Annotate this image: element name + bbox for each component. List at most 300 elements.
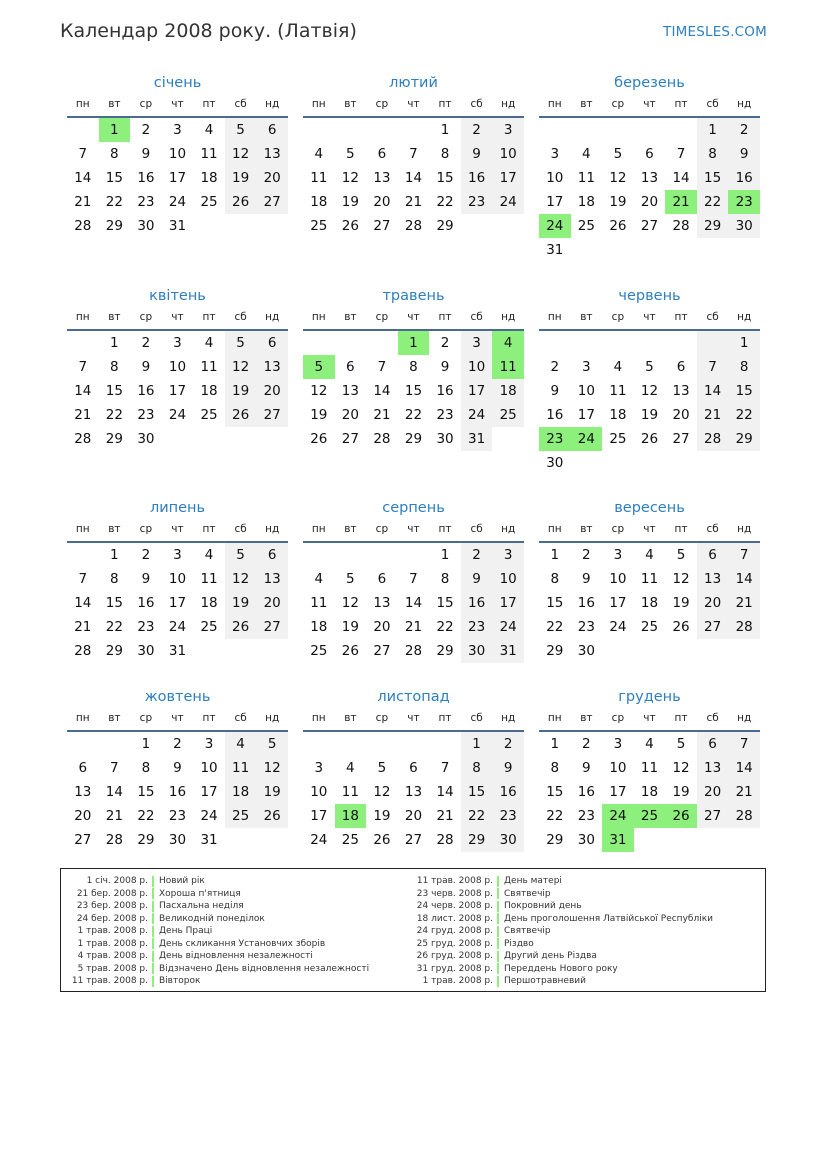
day-cell: 18 xyxy=(640,784,659,800)
day-cell: 16 xyxy=(492,780,524,804)
month-calendar xyxy=(67,497,288,663)
day-cell: 8 xyxy=(440,571,450,587)
weekday-label: ср xyxy=(375,311,389,323)
day-cell: 2 xyxy=(582,736,591,752)
day-cell: 5 xyxy=(225,543,257,567)
day-cell: 18 xyxy=(200,595,218,611)
weekday-label: пн xyxy=(311,523,326,535)
legend-marker xyxy=(152,976,154,987)
day-cell: 29 xyxy=(105,643,123,659)
weekday-header xyxy=(67,94,288,118)
day-cell: 27 xyxy=(373,218,391,234)
weekday-label: ср xyxy=(611,712,625,724)
day-cell: 4 xyxy=(346,760,355,776)
day-grid xyxy=(67,118,288,238)
empty-cell xyxy=(634,238,666,262)
day-cell: 27 xyxy=(697,804,729,828)
weekday-label: сб xyxy=(706,523,719,535)
weekday-label: пт xyxy=(674,712,688,724)
day-cell: 26 xyxy=(256,804,288,828)
weekday-header xyxy=(539,708,760,732)
empty-cell xyxy=(728,451,760,475)
day-cell: 26 xyxy=(665,804,697,828)
day-cell: 24 xyxy=(168,619,187,635)
legend-marker xyxy=(152,926,154,937)
weekday-label: вт xyxy=(344,311,357,323)
day-cell: 3 xyxy=(173,335,182,351)
weekday-label: сб xyxy=(234,98,247,110)
day-cell: 16 xyxy=(137,383,155,399)
legend-entry xyxy=(407,875,713,888)
day-cell: 29 xyxy=(546,643,564,659)
empty-cell xyxy=(602,238,634,262)
day-cell: 9 xyxy=(141,571,151,587)
day-cell: 7 xyxy=(110,760,119,776)
day-cell: 26 xyxy=(640,431,659,447)
day-cell: 22 xyxy=(697,190,729,214)
weekday-label: сб xyxy=(470,98,483,110)
day-cell: 6 xyxy=(377,571,387,587)
day-cell: 15 xyxy=(546,595,564,611)
legend-holiday-name: Другий день Різдва xyxy=(504,951,597,962)
day-cell: 8 xyxy=(550,571,560,587)
legend-marker xyxy=(152,951,154,962)
day-cell: 7 xyxy=(78,359,88,375)
day-cell: 8 xyxy=(550,760,560,776)
day-cell: 21 xyxy=(697,403,729,427)
empty-cell xyxy=(303,118,335,142)
day-cell: 27 xyxy=(672,431,690,447)
site-link[interactable]: TIMESLES.COM xyxy=(663,24,767,40)
day-cell: 6 xyxy=(676,359,686,375)
day-grid xyxy=(303,543,524,663)
month-calendar xyxy=(303,497,524,663)
day-cell: 5 xyxy=(377,760,387,776)
day-cell: 14 xyxy=(74,170,92,186)
day-cell: 6 xyxy=(645,146,654,162)
day-cell: 14 xyxy=(697,379,729,403)
day-cell: 3 xyxy=(492,543,524,567)
day-cell: 22 xyxy=(546,808,564,824)
legend-entry xyxy=(61,963,369,976)
weekday-header xyxy=(539,307,760,331)
day-cell: 25 xyxy=(634,804,666,828)
empty-cell xyxy=(665,118,697,142)
day-cell: 17 xyxy=(577,407,595,423)
legend-holiday-name: Святвечір xyxy=(504,926,551,937)
day-cell: 3 xyxy=(550,146,560,162)
day-cell: 27 xyxy=(404,832,423,848)
day-cell: 20 xyxy=(341,407,359,423)
day-cell: 20 xyxy=(697,591,729,615)
day-cell: 1 xyxy=(550,736,560,752)
legend-marker xyxy=(497,976,499,987)
day-cell: 11 xyxy=(640,760,659,776)
day-cell: 15 xyxy=(697,166,729,190)
day-cell: 25 xyxy=(640,619,659,635)
day-cell: 26 xyxy=(672,619,690,635)
legend-entry xyxy=(61,888,369,901)
empty-cell xyxy=(697,639,729,663)
day-cell: 9 xyxy=(141,146,151,162)
month-name: липень xyxy=(149,500,206,516)
weekday-header xyxy=(67,519,288,543)
day-cell: 20 xyxy=(640,194,659,210)
day-cell: 12 xyxy=(672,571,690,587)
legend-marker xyxy=(497,951,499,962)
day-cell: 17 xyxy=(168,595,187,611)
legend-holiday-name: Вівторок xyxy=(159,976,201,987)
day-cell: 12 xyxy=(225,567,257,591)
day-cell: 17 xyxy=(546,194,564,210)
weekday-label: ср xyxy=(375,523,389,535)
day-cell: 14 xyxy=(74,595,92,611)
day-cell: 10 xyxy=(577,383,595,399)
day-cell: 29 xyxy=(461,828,493,852)
legend-entry xyxy=(61,925,369,938)
day-cell: 21 xyxy=(404,194,423,210)
empty-cell xyxy=(665,451,697,475)
empty-cell xyxy=(697,331,729,355)
weekday-label: пт xyxy=(202,311,216,323)
legend-entry xyxy=(61,875,369,888)
weekday-label: чт xyxy=(407,523,420,535)
legend-date: 24 груд. 2008 р. xyxy=(416,926,493,937)
legend-marker xyxy=(152,876,154,887)
weekday-label: чт xyxy=(171,523,184,535)
day-cell: 25 xyxy=(310,218,328,234)
day-cell: 11 xyxy=(200,359,218,375)
legend-entry xyxy=(407,975,713,988)
day-cell: 24 xyxy=(539,214,571,238)
day-cell: 11 xyxy=(640,571,659,587)
empty-cell xyxy=(256,427,288,451)
day-cell: 24 xyxy=(571,427,603,451)
empty-cell xyxy=(602,451,634,475)
day-cell: 11 xyxy=(225,756,257,780)
legend-entry xyxy=(407,888,713,901)
day-cell: 23 xyxy=(577,808,595,824)
day-cell: 15 xyxy=(436,170,454,186)
day-cell: 19 xyxy=(310,407,328,423)
empty-cell xyxy=(256,828,288,852)
day-cell: 8 xyxy=(461,756,493,780)
day-cell: 15 xyxy=(461,780,493,804)
weekday-label: вт xyxy=(580,311,593,323)
legend-date: 23 бер. 2008 р. xyxy=(76,901,148,912)
day-cell: 20 xyxy=(256,379,288,403)
day-cell: 11 xyxy=(609,383,627,399)
legend-marker xyxy=(497,913,499,924)
day-cell: 13 xyxy=(256,142,288,166)
legend-holiday-name: День матері xyxy=(504,876,562,887)
month-name: травень xyxy=(382,288,445,304)
empty-cell xyxy=(335,732,367,756)
day-cell: 4 xyxy=(204,335,214,351)
day-cell: 21 xyxy=(728,780,760,804)
weekday-label: пт xyxy=(202,98,216,110)
weekday-label: нд xyxy=(501,523,516,535)
day-cell: 6 xyxy=(409,760,418,776)
day-cell: 14 xyxy=(74,383,92,399)
day-cell: 30 xyxy=(168,832,187,848)
day-cell: 10 xyxy=(168,571,187,587)
day-cell: 18 xyxy=(225,780,257,804)
day-cell: 20 xyxy=(672,407,690,423)
weekday-label: пн xyxy=(75,98,90,110)
weekday-label: пт xyxy=(202,712,216,724)
day-cell: 17 xyxy=(461,379,493,403)
day-cell: 8 xyxy=(110,571,119,587)
weekday-label: нд xyxy=(265,311,280,323)
day-grid xyxy=(67,732,288,852)
day-cell: 22 xyxy=(105,194,123,210)
empty-cell xyxy=(67,118,99,142)
weekday-label: вт xyxy=(108,712,121,724)
day-cell: 9 xyxy=(461,567,493,591)
empty-cell xyxy=(539,331,571,355)
day-grid xyxy=(67,331,288,451)
legend-holiday-name: День відновлення незалежності xyxy=(159,951,313,962)
day-cell: 15 xyxy=(105,383,123,399)
legend-holiday-name: Переддень Нового року xyxy=(504,963,618,974)
weekday-label: ср xyxy=(139,523,153,535)
day-cell: 18 xyxy=(640,595,659,611)
day-cell: 1 xyxy=(141,736,151,752)
month-calendar xyxy=(303,285,524,451)
empty-cell xyxy=(225,639,257,663)
empty-cell xyxy=(571,451,603,475)
day-cell: 28 xyxy=(74,643,92,659)
empty-cell xyxy=(225,214,257,238)
day-cell: 23 xyxy=(137,194,155,210)
legend-holiday-name: Новий рік xyxy=(159,876,205,887)
month-calendar xyxy=(67,72,288,238)
day-cell: 5 xyxy=(225,118,257,142)
weekday-label: пн xyxy=(75,712,90,724)
weekday-header xyxy=(303,519,524,543)
legend-entry xyxy=(407,963,713,976)
day-cell: 15 xyxy=(105,595,123,611)
empty-cell xyxy=(492,214,524,238)
day-cell: 12 xyxy=(640,383,659,399)
weekday-label: пн xyxy=(547,712,562,724)
month-calendar xyxy=(539,285,760,475)
weekday-label: чт xyxy=(407,98,420,110)
weekday-label: вт xyxy=(344,712,357,724)
day-cell: 26 xyxy=(609,218,627,234)
day-cell: 24 xyxy=(200,808,218,824)
day-cell: 7 xyxy=(78,146,88,162)
empty-cell xyxy=(571,238,603,262)
empty-cell xyxy=(225,828,257,852)
empty-cell xyxy=(634,451,666,475)
day-cell: 2 xyxy=(141,122,151,138)
day-cell: 7 xyxy=(676,146,686,162)
empty-cell xyxy=(665,828,697,852)
day-cell: 3 xyxy=(492,118,524,142)
day-cell: 26 xyxy=(225,615,257,639)
day-cell: 14 xyxy=(373,383,391,399)
month-name: березень xyxy=(614,75,685,91)
day-cell: 16 xyxy=(137,595,155,611)
day-cell: 26 xyxy=(341,218,359,234)
day-cell: 22 xyxy=(728,403,760,427)
day-cell: 14 xyxy=(436,784,454,800)
legend-holiday-name: Відзначено День відновлення незалежності xyxy=(159,963,370,974)
day-cell: 17 xyxy=(492,166,524,190)
day-cell: 4 xyxy=(204,122,214,138)
weekday-label: пт xyxy=(674,311,688,323)
day-cell: 2 xyxy=(728,118,760,142)
empty-cell xyxy=(429,732,461,756)
weekday-label: сб xyxy=(470,712,483,724)
day-cell: 18 xyxy=(310,619,328,635)
empty-cell xyxy=(67,331,99,355)
day-cell: 29 xyxy=(137,832,155,848)
weekday-label: нд xyxy=(265,712,280,724)
day-cell: 16 xyxy=(546,407,564,423)
day-cell: 18 xyxy=(200,383,218,399)
weekday-label: нд xyxy=(737,98,752,110)
day-cell: 12 xyxy=(225,142,257,166)
day-cell: 13 xyxy=(697,756,729,780)
day-cell: 7 xyxy=(697,355,729,379)
day-cell: 7 xyxy=(440,760,450,776)
day-cell: 11 xyxy=(492,355,524,379)
day-cell: 31 xyxy=(168,218,187,234)
legend-date: 21 бер. 2008 р. xyxy=(76,888,148,899)
day-cell: 15 xyxy=(137,784,155,800)
weekday-label: сб xyxy=(470,523,483,535)
day-grid xyxy=(539,732,760,852)
day-cell: 8 xyxy=(728,355,760,379)
day-cell: 13 xyxy=(256,567,288,591)
empty-cell xyxy=(602,639,634,663)
day-cell: 1 xyxy=(110,335,119,351)
legend-date: 26 груд. 2008 р. xyxy=(416,951,493,962)
weekday-label: ср xyxy=(611,98,625,110)
day-cell: 5 xyxy=(346,146,355,162)
day-cell: 20 xyxy=(373,194,391,210)
day-cell: 24 xyxy=(492,615,524,639)
day-cell: 11 xyxy=(200,146,218,162)
weekday-label: сб xyxy=(706,712,719,724)
empty-cell xyxy=(67,543,99,567)
day-cell: 11 xyxy=(577,170,595,186)
weekday-label: чт xyxy=(407,311,420,323)
legend-holiday-name: Святвечір xyxy=(504,888,551,899)
day-cell: 31 xyxy=(200,832,218,848)
day-cell: 4 xyxy=(314,146,324,162)
page-title: Календар 2008 року. (Латвія) xyxy=(60,20,357,42)
day-cell: 18 xyxy=(310,194,328,210)
day-cell: 8 xyxy=(697,142,729,166)
day-cell: 17 xyxy=(168,383,187,399)
day-cell: 27 xyxy=(373,643,391,659)
day-cell: 29 xyxy=(105,218,123,234)
day-cell: 20 xyxy=(74,808,92,824)
weekday-label: пт xyxy=(674,98,688,110)
empty-cell xyxy=(697,238,729,262)
day-cell: 9 xyxy=(728,142,760,166)
weekday-label: вт xyxy=(580,98,593,110)
empty-cell xyxy=(571,118,603,142)
day-cell: 3 xyxy=(613,547,623,563)
day-cell: 19 xyxy=(225,379,257,403)
day-cell: 5 xyxy=(613,146,623,162)
day-cell: 4 xyxy=(204,547,214,563)
legend-entry xyxy=(61,950,369,963)
day-cell: 22 xyxy=(436,194,454,210)
day-cell: 13 xyxy=(672,383,690,399)
empty-cell xyxy=(366,732,398,756)
legend-entry xyxy=(61,938,369,951)
empty-cell xyxy=(398,732,430,756)
legend-holiday-name: Хороша п'ятниця xyxy=(159,888,241,899)
day-cell: 9 xyxy=(550,383,560,399)
day-cell: 12 xyxy=(373,784,391,800)
day-cell: 16 xyxy=(577,784,595,800)
weekday-label: чт xyxy=(171,311,184,323)
weekday-label: пт xyxy=(438,98,452,110)
day-cell: 2 xyxy=(141,335,151,351)
weekday-label: пн xyxy=(547,523,562,535)
weekday-label: пн xyxy=(311,311,326,323)
legend-holiday-name: Першотравневий xyxy=(504,976,586,987)
day-cell: 30 xyxy=(728,214,760,238)
day-cell: 15 xyxy=(546,784,564,800)
weekday-label: ср xyxy=(139,712,153,724)
day-cell: 26 xyxy=(225,190,257,214)
day-cell: 21 xyxy=(74,407,92,423)
legend-date: 23 черв. 2008 р. xyxy=(416,888,493,899)
legend-date: 5 трав. 2008 р. xyxy=(77,963,148,974)
empty-cell xyxy=(366,331,398,355)
legend-date: 18 лист. 2008 р. xyxy=(416,913,493,924)
weekday-label: пт xyxy=(438,523,452,535)
month-calendar xyxy=(67,686,288,852)
day-cell: 3 xyxy=(314,760,324,776)
legend-date: 31 груд. 2008 р. xyxy=(416,963,493,974)
day-cell: 16 xyxy=(168,784,187,800)
weekday-label: чт xyxy=(407,712,420,724)
day-cell: 9 xyxy=(173,760,182,776)
day-cell: 10 xyxy=(609,571,627,587)
month-calendar xyxy=(303,72,524,238)
day-cell: 22 xyxy=(105,619,123,635)
day-cell: 25 xyxy=(609,431,627,447)
day-cell: 17 xyxy=(609,784,627,800)
empty-cell xyxy=(256,639,288,663)
legend-holiday-name: Покровний день xyxy=(504,901,582,912)
empty-cell xyxy=(634,828,666,852)
weekday-label: пн xyxy=(547,98,562,110)
day-cell: 28 xyxy=(672,218,690,234)
day-cell: 23 xyxy=(728,190,760,214)
day-cell: 14 xyxy=(728,567,760,591)
weekday-label: нд xyxy=(737,523,752,535)
empty-cell xyxy=(99,732,131,756)
day-cell: 21 xyxy=(373,407,391,423)
day-cell: 5 xyxy=(645,359,654,375)
weekday-label: пт xyxy=(438,311,452,323)
legend-entry xyxy=(407,900,713,913)
day-cell: 24 xyxy=(461,403,493,427)
day-cell: 19 xyxy=(341,194,359,210)
legend-date: 4 трав. 2008 р. xyxy=(77,951,148,962)
day-cell: 10 xyxy=(200,760,218,776)
